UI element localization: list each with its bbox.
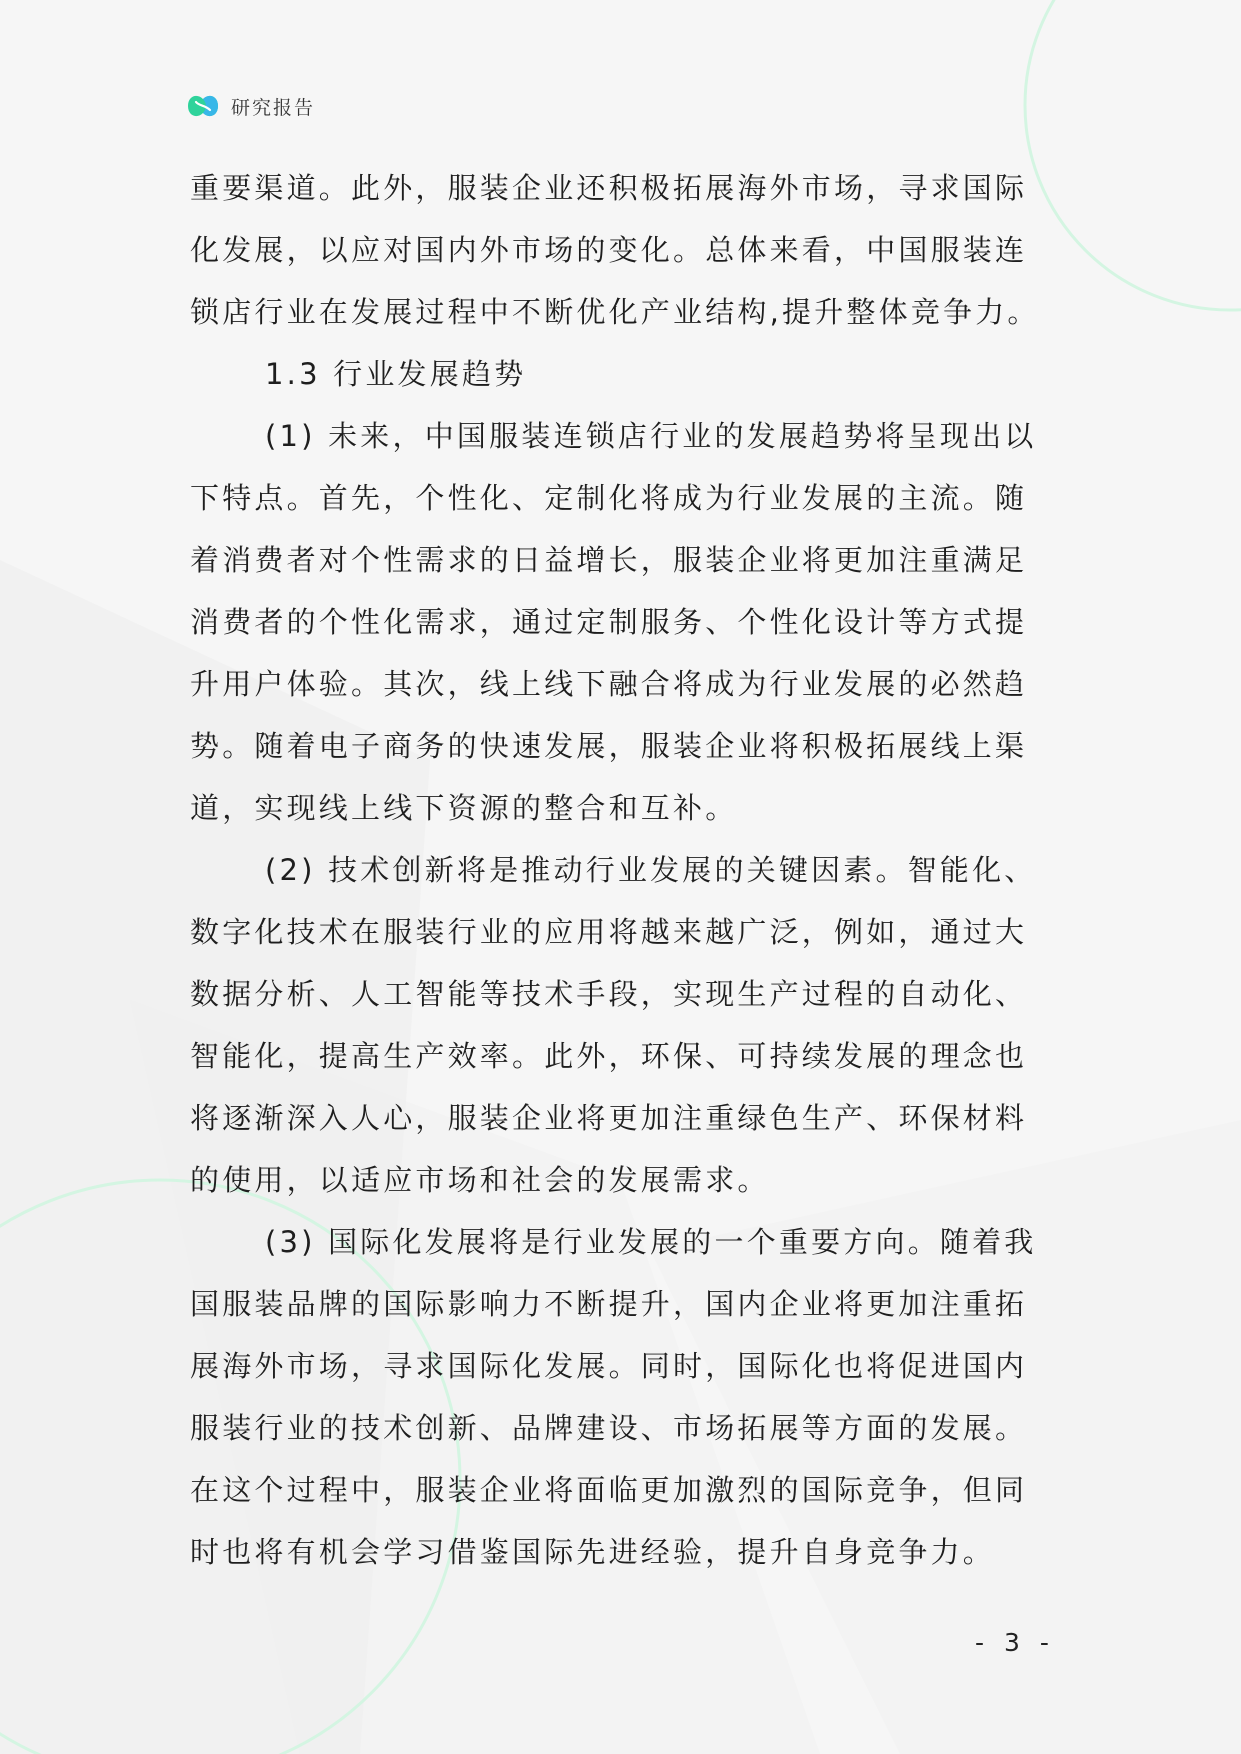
paragraph-line: 下特点。首先，个性化、定制化将成为行业发展的主流。随: [190, 481, 1028, 515]
body-text: [190, 157, 1070, 1583]
paragraph-line: 势。随着电子商务的快速发展，服装企业将积极拓展线上渠: [190, 729, 1028, 763]
section-heading: 1.3 行业发展趋势: [265, 357, 527, 391]
paragraph-line: 数据分析、人工智能等技术手段，实现生产过程的自动化、: [190, 977, 1028, 1011]
paragraph-line: (1) 未来，中国服装连锁店行业的发展趋势将呈现出以: [265, 419, 1037, 453]
paragraph-line: 服装行业的技术创新、品牌建设、市场拓展等方面的发展。: [190, 1411, 1028, 1445]
page-number: - 3 -: [975, 1628, 1055, 1657]
paragraph-line: 在这个过程中，服装企业将面临更加激烈的国际竞争，但同: [190, 1473, 1028, 1507]
paragraph-line: 化发展，以应对国内外市场的变化。总体来看，中国服装连: [190, 233, 1028, 267]
paragraph-line: 升用户体验。其次，线上线下融合将成为行业发展的必然趋: [190, 667, 1028, 701]
paragraph-line: (3) 国际化发展将是行业发展的一个重要方向。随着我: [265, 1225, 1037, 1259]
paragraph-line: 的使用，以适应市场和社会的发展需求。: [190, 1163, 770, 1197]
paragraph-line: 智能化，提高生产效率。此外，环保、可持续发展的理念也: [190, 1039, 1028, 1073]
paragraph-line: 着消费者对个性需求的日益增长，服装企业将更加注重满足: [190, 543, 1028, 577]
page-header: [185, 88, 315, 124]
paragraph-line: 将逐渐深入人心，服装企业将更加注重绿色生产、环保材料: [190, 1101, 1028, 1135]
paragraph-line: 锁店行业在发展过程中不断优化产业结构,提升整体竞争力。: [190, 295, 1040, 329]
paragraph-line: 数字化技术在服装行业的应用将越来越广泛，例如，通过大: [190, 915, 1028, 949]
paragraph-line: 消费者的个性化需求，通过定制服务、个性化设计等方式提: [190, 605, 1028, 639]
header-title: 研究报告: [231, 96, 316, 119]
paragraph-line: 重要渠道。此外，服装企业还积极拓展海外市场，寻求国际: [190, 171, 1028, 205]
paragraph-line: 道，实现线上线下资源的整合和互补。: [190, 791, 738, 825]
paragraph-line: 展海外市场，寻求国际化发展。同时，国际化也将促进国内: [190, 1349, 1028, 1383]
paragraph-line: (2) 技术创新将是推动行业发展的关键因素。智能化、: [265, 853, 1037, 887]
paragraph-line: 国服装品牌的国际影响力不断提升，国内企业将更加注重拓: [190, 1287, 1028, 1321]
paragraph-line: 时也将有机会学习借鉴国际先进经验，提升自身竞争力。: [190, 1535, 996, 1569]
leaf-logo-icon: [185, 90, 221, 122]
